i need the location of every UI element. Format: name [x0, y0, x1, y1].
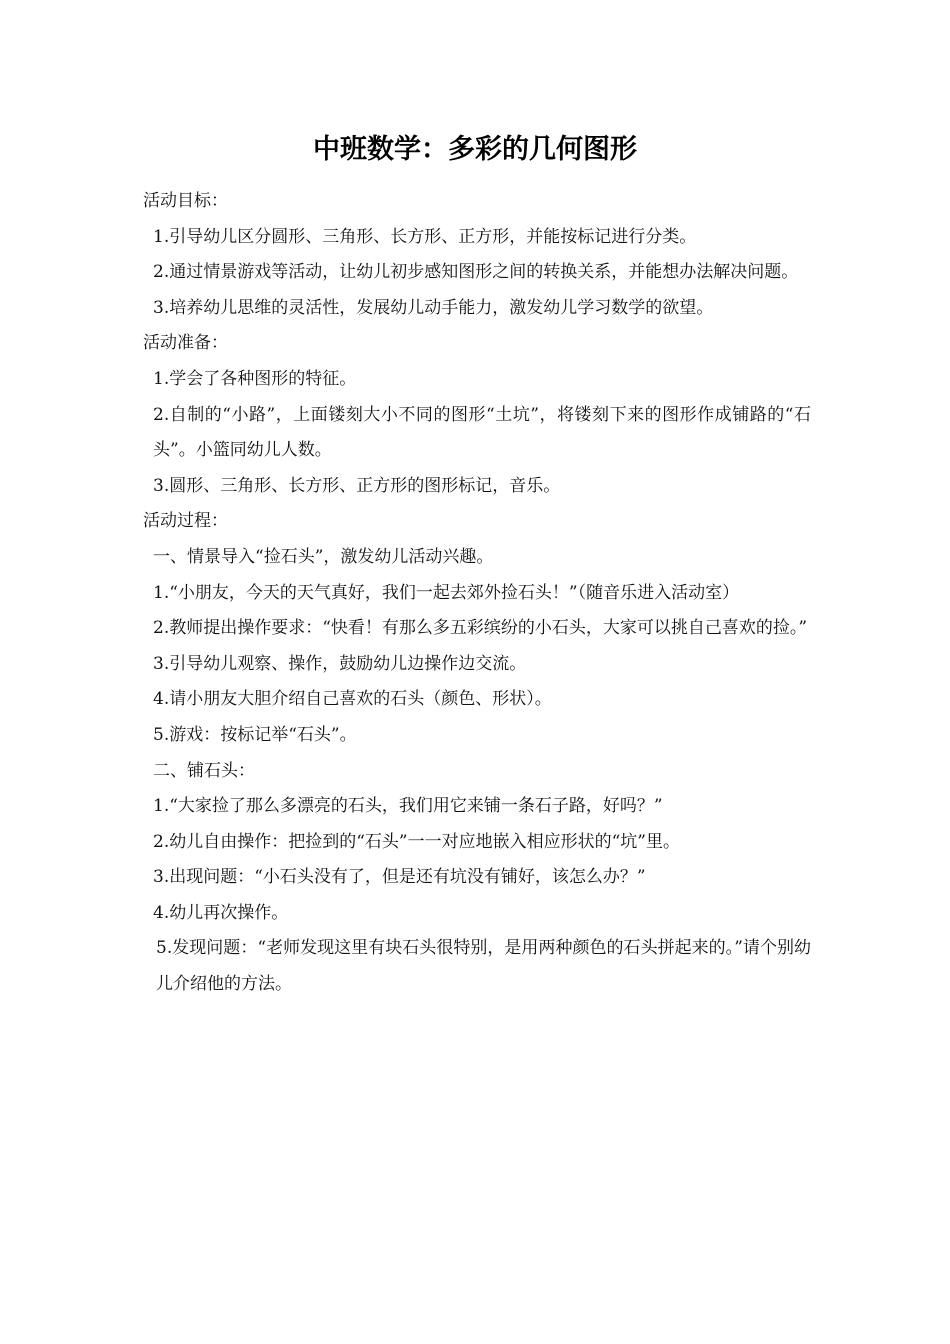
document-paragraph: 2.自制的“小路”，上面镂刻大小不同的图形“土坑”，将镂刻下来的图形作成铺路的“石头”。小篮同幼儿人数。 — [153, 404, 811, 461]
document-paragraph: 1.“小朋友，今天的天气真好，我们一起去郊外捡石头！”（随音乐进入活动室） — [153, 582, 740, 603]
document-paragraph: 二、铺石头： — [153, 760, 255, 781]
document-body — [143, 184, 811, 1003]
document-paragraph: 活动准备： — [143, 333, 228, 354]
document-paragraph: 4.幼儿再次操作。 — [153, 902, 289, 923]
document-paragraph: 活动目标： — [143, 191, 228, 211]
document-title: 中班数学：多彩的几何图形 — [313, 134, 637, 165]
document-paragraph: 4.请小朋友大胆介绍自己喜欢的石头（颜色、形状）。 — [153, 689, 552, 710]
document-paragraph: 2.幼儿自由操作：把捡到的“石头”一一对应地嵌入相应形状的“坑”里。 — [153, 831, 680, 852]
document-paragraph: 3.圆形、三角形、长方形、正方形的图形标记，音乐。 — [153, 475, 561, 496]
document-paragraph: 1.学会了各种图形的特征。 — [153, 368, 357, 389]
document-paragraph: 活动过程： — [143, 511, 228, 532]
document-paragraph: 3.出现问题：“小石头没有了，但是还有坑没有铺好，该怎么办？” — [153, 867, 646, 888]
document-paragraph: 1.引导幼儿区分圆形、三角形、长方形、正方形，并能按标记进行分类。 — [153, 226, 697, 247]
document-paragraph: 1.“大家捡了那么多漂亮的石头，我们用它来铺一条石子路，好吗？” — [153, 796, 663, 817]
document-paragraph: 3.引导幼儿观察、操作，鼓励幼儿边操作边交流。 — [153, 653, 527, 674]
document-paragraph: 5.游戏：按标记举“石头”。 — [153, 724, 357, 745]
document-paragraph: 5.发现问题：“老师发现这里有块石头很特别，是用两种颜色的石头拼起来的。”请个别幼儿介绍他的方法。 — [156, 938, 811, 995]
document-paragraph: 2.教师提出操作要求：“快看！有那么多五彩缤纷的小石头，大家可以挑自己喜欢的捡。” — [153, 618, 808, 639]
document-paragraph: 一、情景导入“捡石头”，激发幼儿活动兴趣。 — [153, 546, 494, 567]
document-paragraph: 2.通过情景游戏等活动，让幼儿初步感知图形之间的转换关系，并能想办法解决问题。 — [153, 262, 799, 283]
document-paragraph: 3.培养幼儿思维的灵活性，发展幼儿动手能力，激发幼儿学习数学的欲望。 — [153, 297, 714, 318]
